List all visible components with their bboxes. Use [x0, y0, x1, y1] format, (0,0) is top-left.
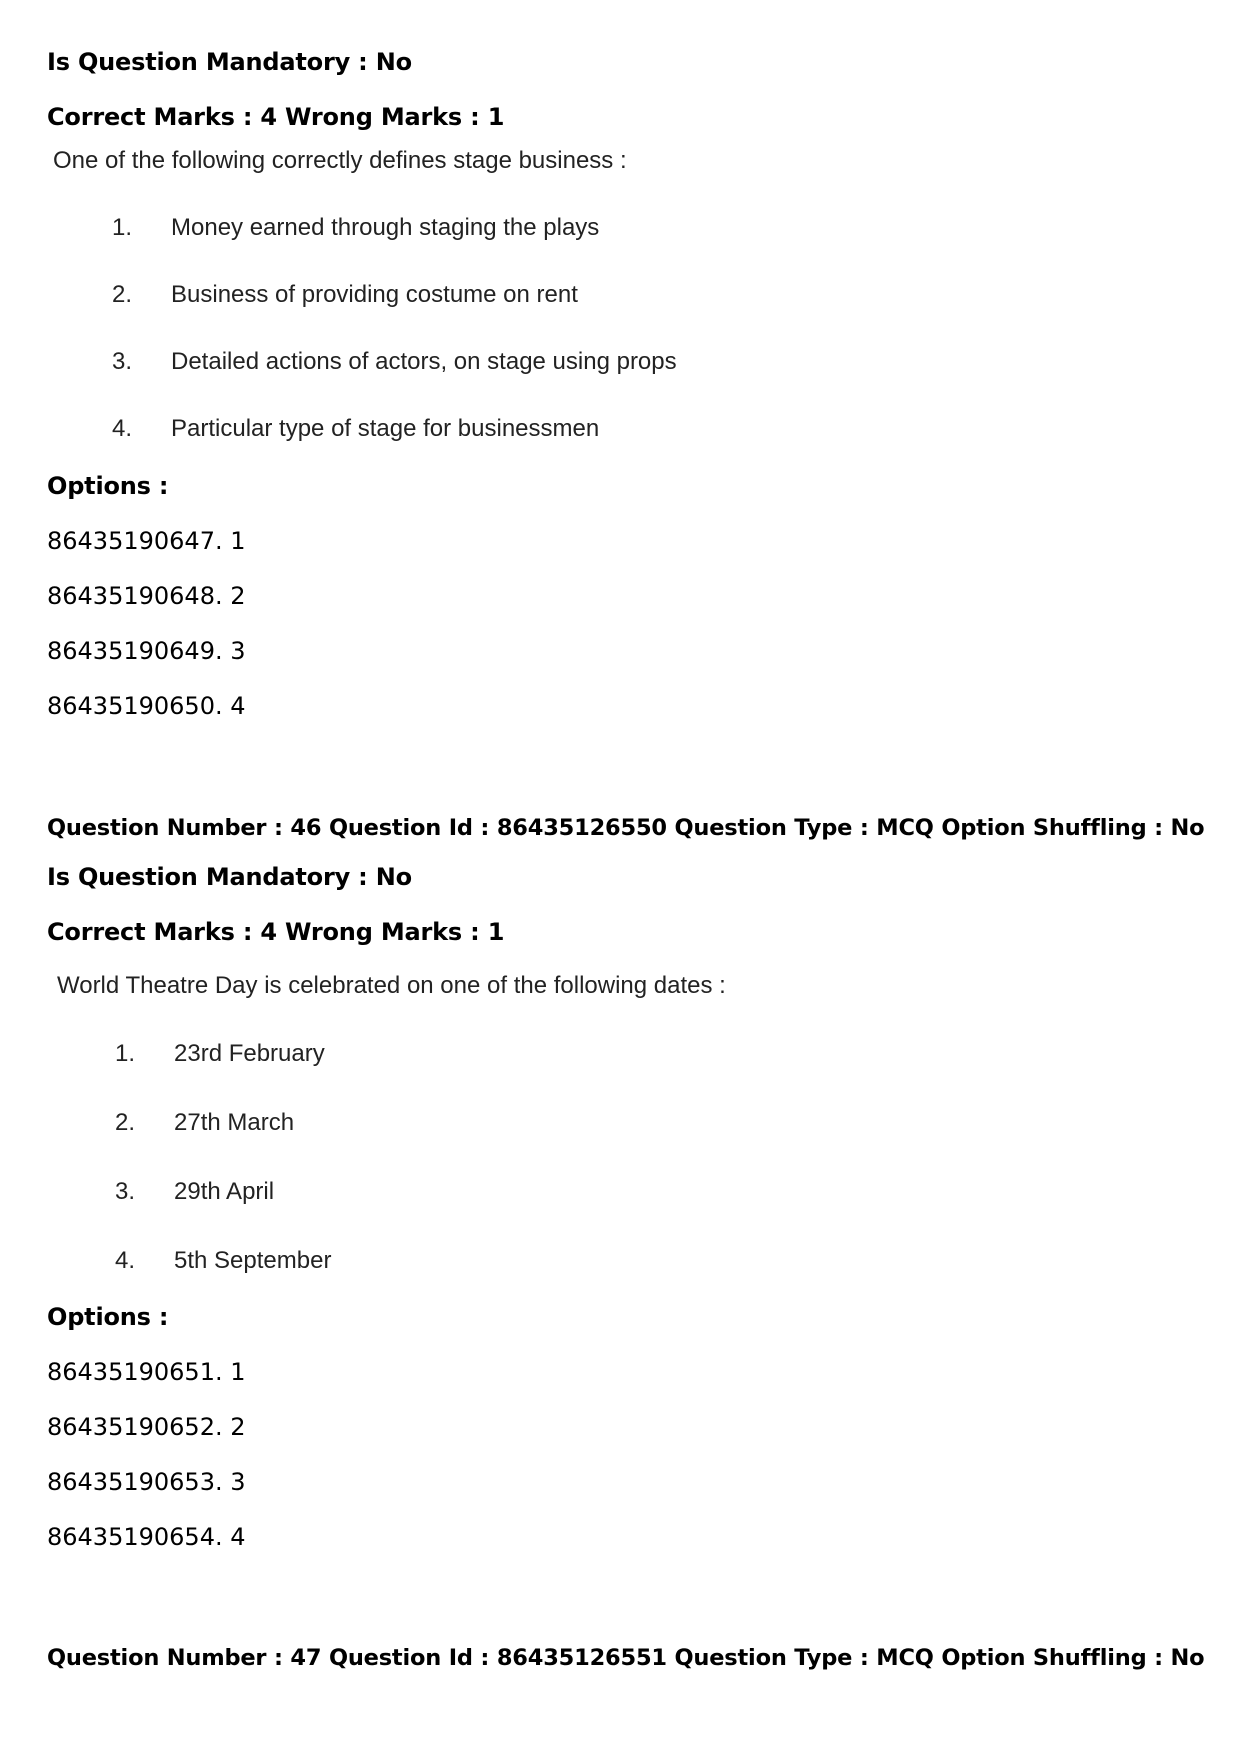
options-label: Options :	[47, 472, 169, 500]
choice-text: 27th March	[174, 1109, 295, 1136]
mandatory-line: Is Question Mandatory : No	[47, 48, 412, 76]
question-text: World Theatre Day is celebrated on one of the following dates :	[57, 972, 726, 999]
option-item: 86435190652. 2	[47, 1413, 246, 1441]
choice-number: 3.	[115, 1178, 136, 1205]
choice-number: 1.	[115, 1040, 136, 1067]
option-item: 86435190648. 2	[47, 582, 246, 610]
choice-text: Business of providing costume on rent	[171, 281, 578, 308]
marks-line: Correct Marks : 4 Wrong Marks : 1	[47, 103, 505, 131]
question-header: Question Number : 46 Question Id : 86435126550 Question Type : MCQ Option Shuffling : No	[47, 815, 1205, 841]
choice-text: Detailed actions of actors, on stage using props	[171, 348, 677, 375]
choice-text: 29th April	[174, 1178, 275, 1205]
options-label: Options :	[47, 1303, 169, 1331]
option-item: 86435190649. 3	[47, 637, 246, 665]
question-text: One of the following correctly defines stage business :	[53, 147, 627, 174]
mandatory-line: Is Question Mandatory : No	[47, 863, 412, 891]
option-item: 86435190651. 1	[47, 1358, 246, 1386]
choice-number: 3.	[112, 348, 133, 375]
option-item: 86435190650. 4	[47, 692, 246, 720]
choice-number: 4.	[115, 1247, 136, 1274]
choice-text: Money earned through staging the plays	[171, 214, 600, 241]
option-item: 86435190647. 1	[47, 527, 246, 555]
choice-text: 5th September	[174, 1247, 332, 1274]
choice-number: 4.	[112, 415, 133, 442]
choice-text: Particular type of stage for businessmen	[171, 415, 600, 442]
option-item: 86435190653. 3	[47, 1468, 246, 1496]
choice-text: 23rd February	[174, 1040, 325, 1067]
option-item: 86435190654. 4	[47, 1523, 246, 1551]
choice-number: 1.	[112, 214, 133, 241]
choice-number: 2.	[115, 1109, 136, 1136]
question-header: Question Number : 47 Question Id : 86435126551 Question Type : MCQ Option Shuffling : No	[47, 1645, 1205, 1671]
choice-number: 2.	[112, 281, 133, 308]
marks-line: Correct Marks : 4 Wrong Marks : 1	[47, 918, 505, 946]
